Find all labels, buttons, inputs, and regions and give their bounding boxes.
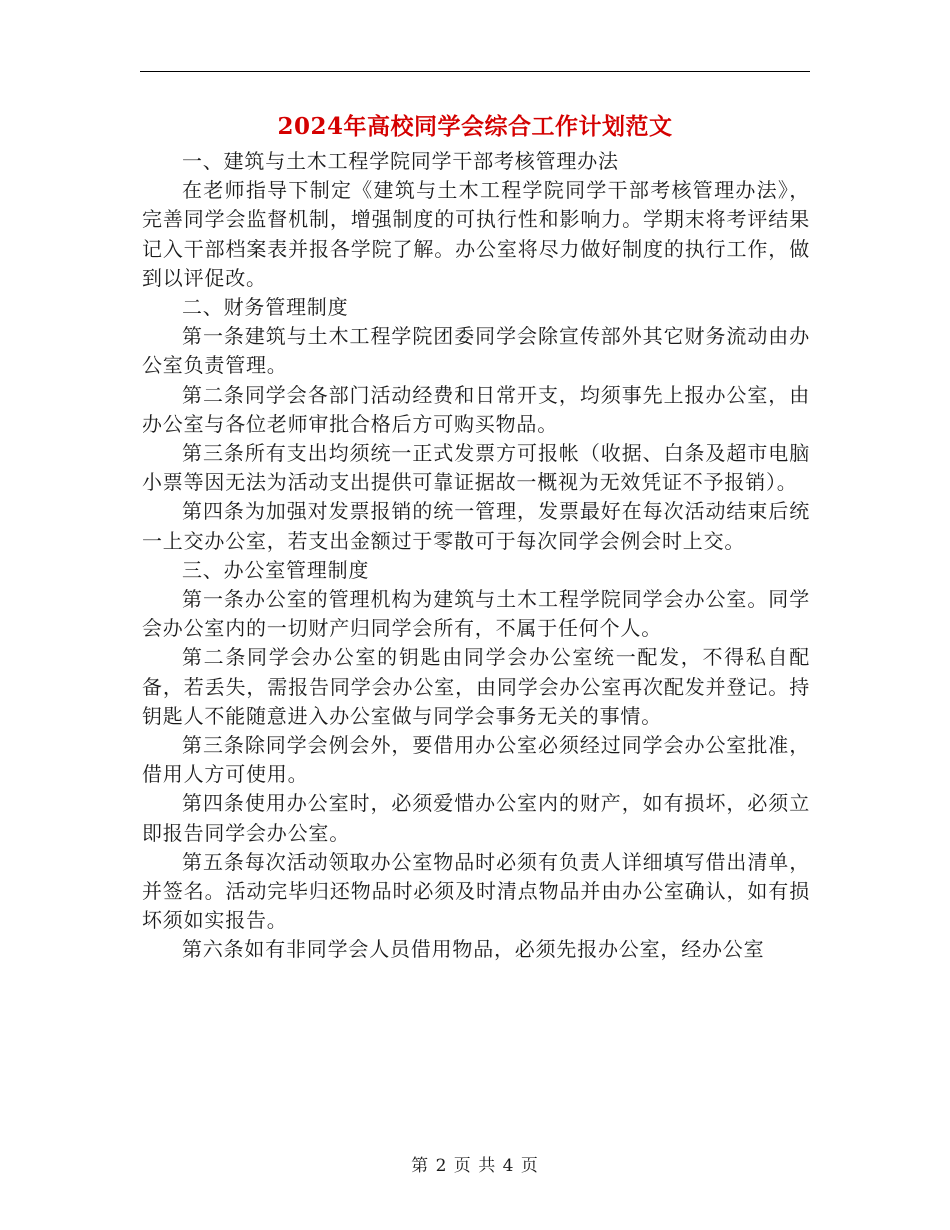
paragraph: 第五条每次活动领取办公室物品时必须有负责人详细填写借出清单，并签名。活动完毕归还物品时必须及时清点物品并由办公室确认，如有损坏须如实报告。: [142, 849, 810, 933]
page-footer: 第 2 页 共 4 页: [411, 1156, 539, 1176]
header-rule: [140, 71, 810, 72]
paragraph: 第二条同学会办公室的钥匙由同学会办公室统一配发，不得私自配备，若丢失，需报告同学会办公室，由同学会办公室再次配发并登记。持钥匙人不能随意进入办公室做与同学会事务无关的事情。: [142, 645, 810, 728]
paragraph: 第六条如有非同学会人员借用物品，必须先报办公室，经办公室: [182, 937, 765, 962]
section-heading-1: 一、建筑与土木工程学院同学干部考核管理办法: [182, 149, 619, 173]
paragraph: 第三条所有支出均须统一正式发票方可报帐（收据、白条及超市电脑小票等因无法为活动支出提供可靠证据故一概视为无效凭证不予报销）。: [142, 441, 810, 495]
section-heading-3: 三、办公室管理制度: [182, 557, 370, 582]
document-title: 2024年高校同学会综合工作计划范文: [277, 113, 673, 140]
paragraph: 第一条建筑与土木工程学院团委同学会除宣传部外其它财务流动由办公室负责管理。: [142, 324, 810, 378]
document-body: [142, 147, 810, 965]
paragraph: 第四条为加强对发票报销的统一管理，发票最好在每次活动结束后统一上交办公室，若支出金额过于零散可于每次同学会例会时上交。: [142, 499, 810, 553]
paragraph: 在老师指导下制定《建筑与土木工程学院同学干部考核管理办法》，完善同学会监督机制，增强制度的可执行性和影响力。学期末将考评结果记入干部档案表并报各学院了解。办公室将尽力做好制度的执行工作，做到以评促改。: [142, 178, 810, 290]
paragraph: 第四条使用办公室时，必须爱惜办公室内的财产，如有损坏，必须立即报告同学会办公室。: [142, 791, 810, 845]
paragraph: 第三条除同学会例会外，要借用办公室必须经过同学会办公室批准，借用人方可使用。: [142, 733, 810, 787]
section-heading-2: 二、财务管理制度: [182, 295, 349, 320]
paragraph: 第一条办公室的管理机构为建筑与土木工程学院同学会办公室。同学会办公室内的一切财产归同学会所有，不属于任何个人。: [142, 587, 810, 641]
paragraph: 第二条同学会各部门活动经费和日常开支，均须事先上报办公室，由办公室与各位老师审批合格后方可购买物品。: [142, 382, 810, 436]
